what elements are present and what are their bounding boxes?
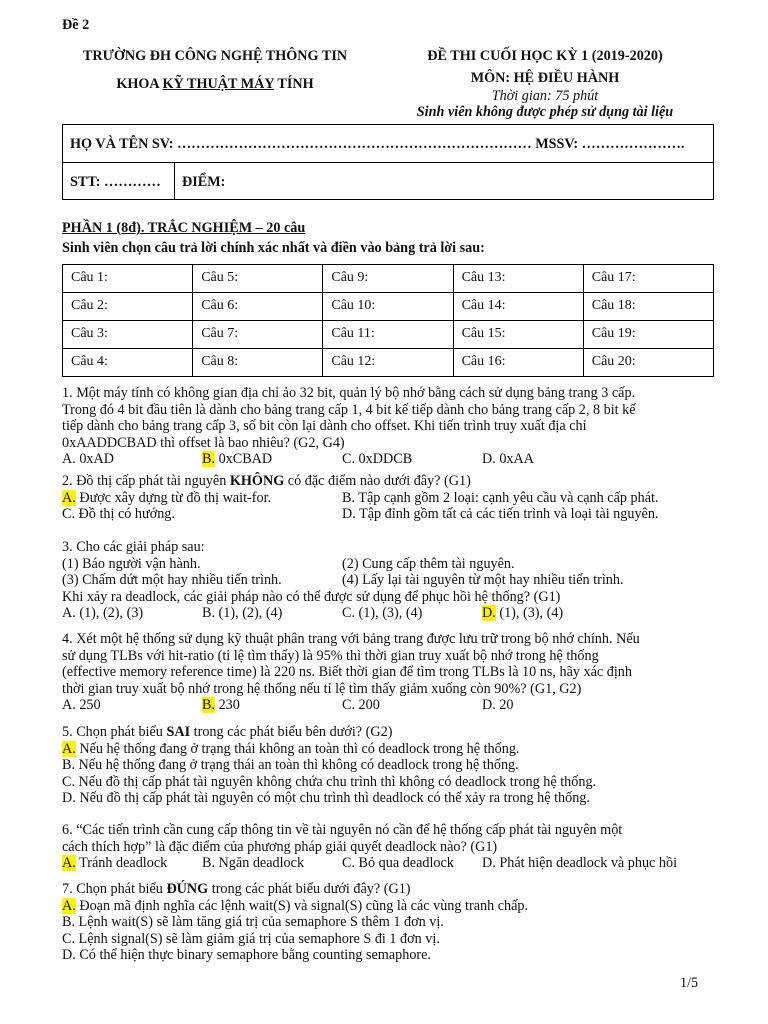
answer-row <box>63 321 714 349</box>
part1-title-text: PHẦN 1 (8đ). TRẮC NGHIỆM – 20 câu <box>62 220 306 236</box>
q3-solution-1: (1) Báo người vận hành. <box>62 555 201 572</box>
answer-cell[interactable]: Câu 14: <box>453 293 583 321</box>
answer-row <box>63 349 714 377</box>
q5-option-a-mark: A. <box>62 740 76 757</box>
question-2 <box>62 473 722 523</box>
q2-stem <box>62 473 722 490</box>
q2-option-b[interactable]: B. Tập cạnh gồm 2 loại: cạnh yêu cầu và cạnh cấp phát. <box>342 489 659 506</box>
answer-cell[interactable]: Câu 4: <box>63 349 193 377</box>
answer-cell[interactable]: Câu 7: <box>193 321 323 349</box>
q2-stem-a: 2. Đồ thị cấp phát tài nguyên <box>62 473 230 489</box>
q5-stem <box>62 724 722 741</box>
answer-cell[interactable]: Câu 16: <box>453 349 583 377</box>
answer-cell[interactable]: Câu 18: <box>583 293 713 321</box>
q5-option-c[interactable]: C. Nếu đồ thị cấp phát tài nguyên không chứa chu trình thì không có deadlock trong hệ thống. <box>62 773 597 790</box>
q3-option-c[interactable]: C. (1), (3), (4) <box>342 605 423 622</box>
q1-option-b[interactable] <box>202 451 272 468</box>
q7-stem-b: ĐÚNG <box>166 881 209 897</box>
q5-stem-a: 5. Chọn phát biểu <box>62 724 167 740</box>
q2-option-d[interactable]: D. Tập đỉnh gồm tất cả các tiến trình và loại tài nguyên. <box>342 506 659 523</box>
faculty-name <box>60 76 370 93</box>
answer-cell[interactable]: Câu 19: <box>583 321 713 349</box>
answer-cell[interactable]: Câu 5: <box>193 265 323 293</box>
q7-option-a[interactable] <box>62 898 722 915</box>
question-7 <box>62 881 722 964</box>
question-1 <box>62 385 722 468</box>
faculty-underlined: KỸ THUẬT MÁY <box>162 76 275 92</box>
q2-stem-c: có đặc điểm nào dưới đây? (G1) <box>284 473 471 489</box>
q1-option-c[interactable]: C. 0xDDCB <box>342 451 413 468</box>
q7-option-a-text: Đoạn mã định nghĩa các lệnh wait(S) và signal(S) cũng là các vùng tranh chấp. <box>75 897 529 914</box>
answer-row <box>63 293 714 321</box>
q1-options <box>62 451 722 468</box>
q2-option-a-text: Được xây dựng từ đồ thị wait-for. <box>75 489 272 506</box>
answer-cell[interactable]: Câu 10: <box>323 293 453 321</box>
exam-code: Đề 2 <box>62 17 90 33</box>
answer-row <box>63 265 714 293</box>
school-name: TRƯỜNG ĐH CÔNG NGHỆ THÔNG TIN <box>82 48 348 64</box>
q3-solutions-12 <box>62 556 722 573</box>
q7-stem <box>62 881 722 898</box>
answer-cell[interactable]: Câu 11: <box>323 321 453 349</box>
q6-option-a-text: Tránh deadlock <box>75 855 168 872</box>
duration: Thời gian: 75 phút <box>491 88 599 104</box>
page-number: 1/5 <box>680 975 699 991</box>
q1-option-b-text: 0xCBAD <box>215 451 273 468</box>
q7-stem-c: trong các phát biểu dưới đây? (G1) <box>208 881 411 897</box>
q4-option-b-text: 230 <box>215 697 240 714</box>
q4-line: (effective memory reference time) là 220 ns. Biết thời gian để tìm trong TLBs là 10 ns, hãy xác định <box>62 664 632 681</box>
q3-option-d-mark: D. <box>482 605 496 622</box>
q5-option-a[interactable] <box>62 741 722 758</box>
q5-option-b[interactable]: B. Nếu hệ thống đang ở trạng thái an toàn thì không có deadlock trong hệ thống. <box>62 757 519 774</box>
q5-option-a-text: Nếu hệ thống đang ở trạng thái không an toàn thì có deadlock trong hệ thống. <box>75 740 520 757</box>
q3-ask: Khi xảy ra deadlock, các giải pháp nào có thể được sử dụng để phục hồi hệ thống? (G1) <box>62 588 561 605</box>
answer-cell[interactable]: Câu 2: <box>63 293 193 321</box>
q1-line: 0xAADDCBAD thì offset là bao nhiêu? (G2, G4) <box>62 434 345 451</box>
q1-option-a[interactable]: A. 0xAD <box>62 451 115 468</box>
answer-table <box>62 264 714 377</box>
faculty-prefix: KHOA <box>116 76 163 92</box>
subject: MÔN: HỆ ĐIỀU HÀNH <box>470 70 620 86</box>
student-info-box <box>62 124 714 200</box>
q4-line: 4. Xét một hệ thống sử dụng kỹ thuật phân trang với bảng trang được lưu trữ trong bộ nhớ chính. Nếu <box>62 631 640 647</box>
answer-cell[interactable]: Câu 17: <box>583 265 713 293</box>
question-6 <box>62 822 722 872</box>
q1-option-d[interactable]: D. 0xAA <box>482 451 535 468</box>
q6-options <box>62 855 722 872</box>
q3-solution-4: (4) Lấy lại tài nguyên từ một hay nhiều tiến trình. <box>342 572 624 589</box>
student-name-field[interactable]: HỌ VÀ TÊN SV: ………………………………………………………………… MSSV: …………………. <box>70 136 685 152</box>
q7-option-d[interactable]: D. Có thể hiện thực binary semaphore bằng counting semaphore. <box>62 947 431 964</box>
q2-option-a[interactable] <box>62 490 271 507</box>
q4-options <box>62 697 722 714</box>
q6-line: cách thích hợp” là đặc điểm của phương pháp giải quyết deadlock nào? (G1) <box>62 838 498 855</box>
part1-title <box>62 220 305 237</box>
stt-field[interactable]: STT: ………… <box>70 174 161 190</box>
q1-line: 1. Một máy tính có không gian địa chỉ ảo 32 bit, quản lý bộ nhớ bằng cách sử dụng bảng trang 3 cấp. <box>62 385 636 401</box>
material-note: Sinh viên không được phép sử dụng tài liệu <box>416 104 674 120</box>
q2-options-cd <box>62 506 722 523</box>
q3-option-b[interactable]: B. (1), (2), (4) <box>202 605 283 622</box>
q2-stem-b: KHÔNG <box>229 473 285 489</box>
question-4 <box>62 631 722 714</box>
q1-option-b-mark: B. <box>202 451 216 468</box>
info-vdivider <box>174 162 175 199</box>
q3-options <box>62 605 722 622</box>
q3-solutions-34 <box>62 572 722 589</box>
q4-option-a[interactable]: A. 250 <box>62 697 101 714</box>
q2-option-a-mark: A. <box>62 489 76 506</box>
q3-stem: 3. Cho các giải pháp sau: <box>62 539 205 555</box>
q3-solution-3: (3) Chấm dứt một hay nhiều tiến trình. <box>62 572 282 589</box>
q5-option-d[interactable]: D. Nếu đồ thị cấp phát tài nguyên có một chu trình thì deadlock có thể xảy ra trong hệ thống. <box>62 790 590 807</box>
q3-option-d[interactable] <box>482 605 563 622</box>
q5-stem-b: SAI <box>166 724 191 740</box>
q7-option-a-mark: A. <box>62 897 76 914</box>
q6-option-d[interactable]: D. Phát hiện deadlock và phục hồi <box>482 855 678 872</box>
q3-option-a[interactable]: A. (1), (2), (3) <box>62 605 144 622</box>
exam-title: ĐỀ THI CUỐI HỌC KỲ 1 (2019-2020) <box>427 48 663 64</box>
q7-option-c[interactable]: C. Lệnh signal(S) sẽ làm giảm giá trị của semaphore S đi 1 đơn vị. <box>62 930 440 947</box>
q6-option-a-mark: A. <box>62 855 76 872</box>
q5-stem-c: trong các phát biểu bên dưới? (G2) <box>190 724 393 740</box>
q2-options-ab <box>62 490 722 507</box>
q1-line: tiếp dành cho bảng trang cấp 3, số bit còn lại dành cho offset. Khi tiến trình truy xuất địa chỉ <box>62 418 587 435</box>
q4-line: sử dụng TLBs với hit-ratio (tỉ lệ tìm thấy) là 95% thì thời gian truy xuất bộ nhớ trong hệ thống <box>62 647 599 664</box>
q4-option-b[interactable] <box>202 697 240 714</box>
answer-cell[interactable]: Câu 13: <box>453 265 583 293</box>
q2-option-c[interactable]: C. Đồ thị có hướng. <box>62 506 175 523</box>
q6-line: 6. “Các tiến trình cần cung cấp thông tin về tài nguyên nó cần để hệ thống cấp phát tài nguyên một <box>62 822 623 838</box>
q7-option-b[interactable]: B. Lệnh wait(S) sẽ làm tăng giá trị của semaphore S thêm 1 đơn vị. <box>62 914 444 931</box>
q4-option-d[interactable]: D. 20 <box>482 697 514 714</box>
q3-solution-2: (2) Cung cấp thêm tài nguyên. <box>342 555 515 572</box>
answer-cell[interactable]: Câu 12: <box>323 349 453 377</box>
part1-instruction: Sinh viên chọn câu trả lời chính xác nhất và điền vào bảng trả lời sau: <box>62 240 485 256</box>
question-3 <box>62 539 722 622</box>
q3-option-d-text: (1), (3), (4) <box>495 605 564 622</box>
q4-option-c[interactable]: C. 200 <box>342 697 380 714</box>
answer-cell[interactable]: Câu 15: <box>453 321 583 349</box>
q4-line: thời gian truy xuất bộ nhớ trong hệ thống nếu tỉ lệ tìm thấy giảm xuống còn 90%? (G1, G2) <box>62 680 582 697</box>
score-field: ĐIỂM: <box>182 174 226 190</box>
q6-option-a[interactable] <box>62 855 167 872</box>
answer-cell[interactable]: Câu 1: <box>63 265 193 293</box>
answer-cell[interactable]: Câu 3: <box>63 321 193 349</box>
q6-option-b[interactable]: B. Ngăn deadlock <box>202 855 305 872</box>
q4-option-b-mark: B. <box>202 697 216 714</box>
answer-cell[interactable]: Câu 9: <box>323 265 453 293</box>
question-5 <box>62 724 722 807</box>
answer-cell[interactable]: Câu 20: <box>583 349 713 377</box>
info-divider <box>63 162 713 163</box>
answer-cell[interactable]: Câu 8: <box>193 349 323 377</box>
q1-line: Trong đó 4 bit đầu tiên là dành cho bảng trang cấp 1, 4 bit kế tiếp dành cho bảng trang cấp 2, 8 bit kế <box>62 401 636 418</box>
q7-stem-a: 7. Chọn phát biểu <box>62 881 167 897</box>
q6-option-c[interactable]: C. Bỏ qua deadlock <box>342 855 454 872</box>
faculty-suffix: TÍNH <box>274 76 314 92</box>
answer-cell[interactable]: Câu 6: <box>193 293 323 321</box>
